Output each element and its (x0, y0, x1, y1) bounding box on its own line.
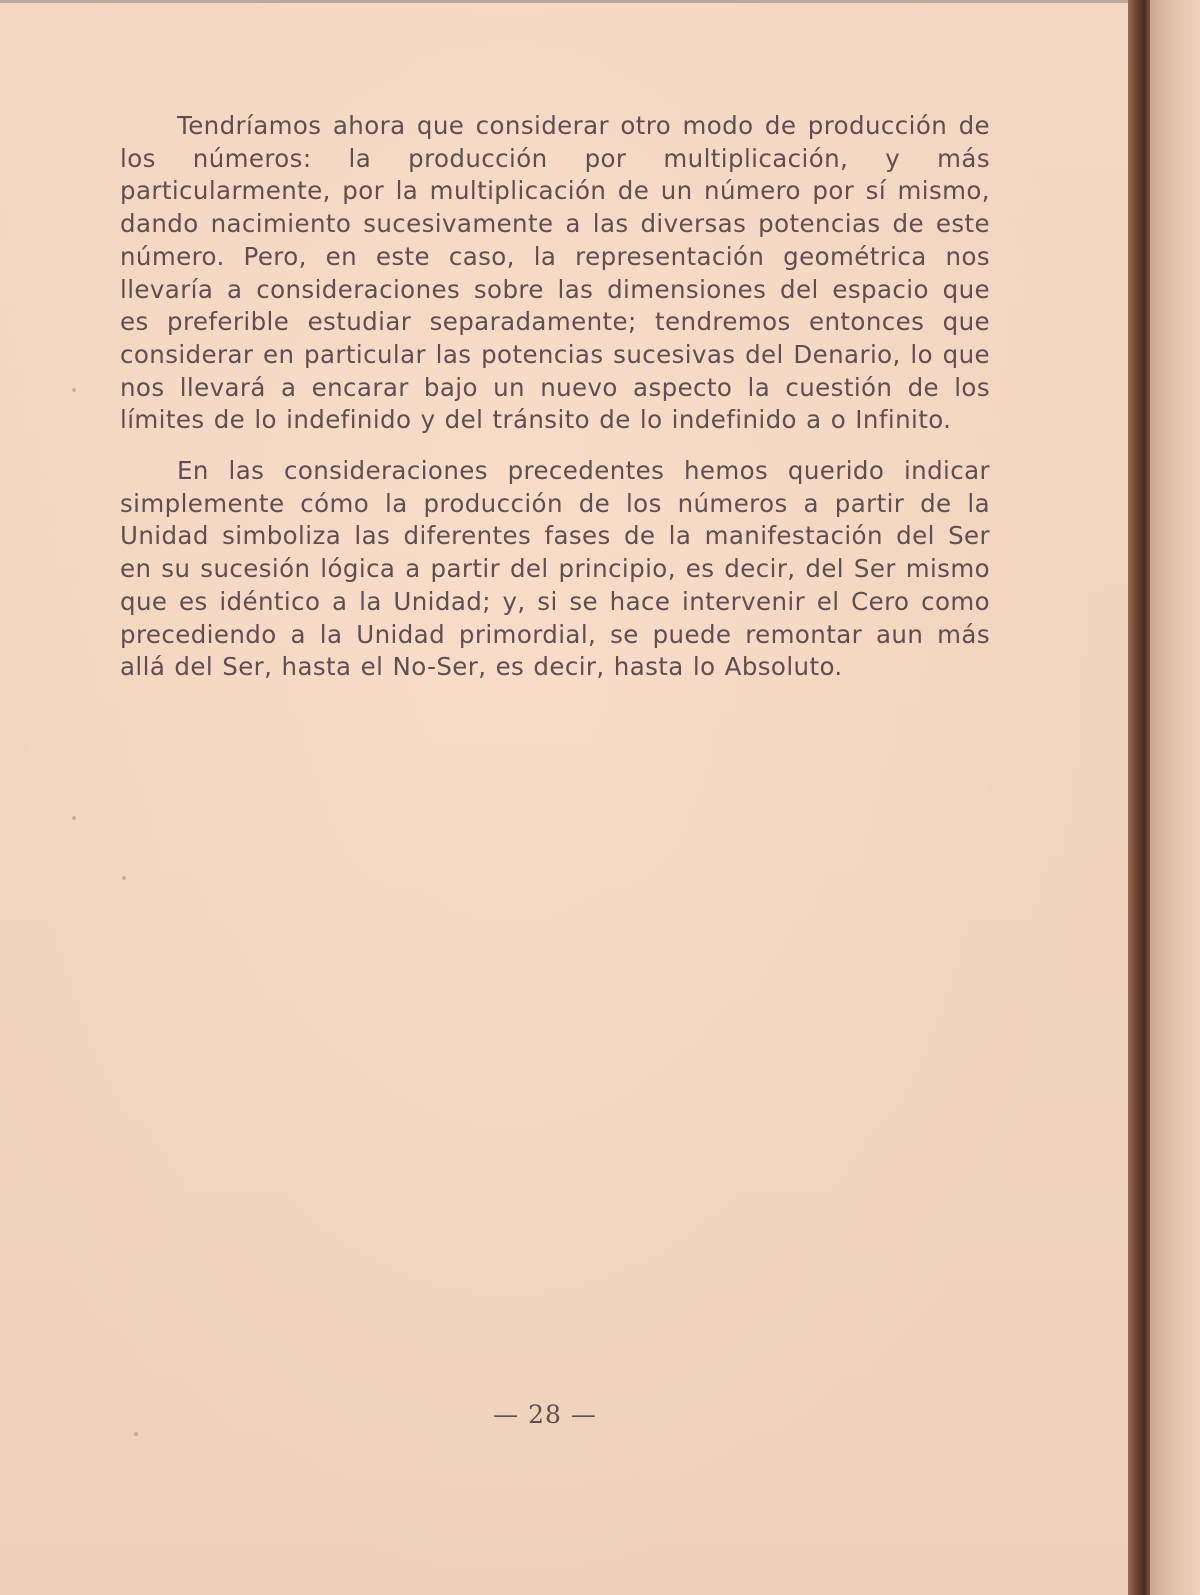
body-text (120, 110, 990, 702)
paper-speck (122, 876, 126, 880)
adjacent-page-edge (1150, 0, 1200, 1595)
paper-speck (134, 1432, 138, 1436)
paper-speck (72, 388, 76, 392)
paper-speck (72, 816, 76, 820)
page-top-edge (0, 0, 1134, 3)
book-binding-edge (1128, 0, 1150, 1595)
paragraph-1: Tendríamos ahora que considerar otro modo de producción de los números: la producción por multiplicación, y más particularmente, por la multiplicación de un número por sí mismo, dando nacimiento sucesivamente a las diversas potencias de este número. Pero, en este caso, la representación geométrica nos llevaría a consideraciones sobre las dimensiones del espacio que es preferible estudiar separadamente; tendremos entonces que considerar en particular las potencias sucesivas del Denario, lo que nos llevará a encarar bajo un nuevo aspecto la cuestión de los límites de lo indefinido y del tránsito de lo indefinido a o Infinito. (120, 111, 990, 435)
page-number: — 28 — (493, 1400, 597, 1429)
paragraph-2: En las consideraciones precedentes hemos querido indicar simplemente cómo la producción de los números a partir de la Unidad simboliza las diferentes fases de la manifestación del Ser en su sucesión lógica a partir del principio, es decir, del Ser mismo que es idéntico a la Unidad; y, si se hace intervenir el Cero como precediendo a la Unidad primordial, se puede remontar aun más allá del Ser, hasta el No-Ser, es decir, hasta lo Absoluto. (120, 456, 990, 682)
